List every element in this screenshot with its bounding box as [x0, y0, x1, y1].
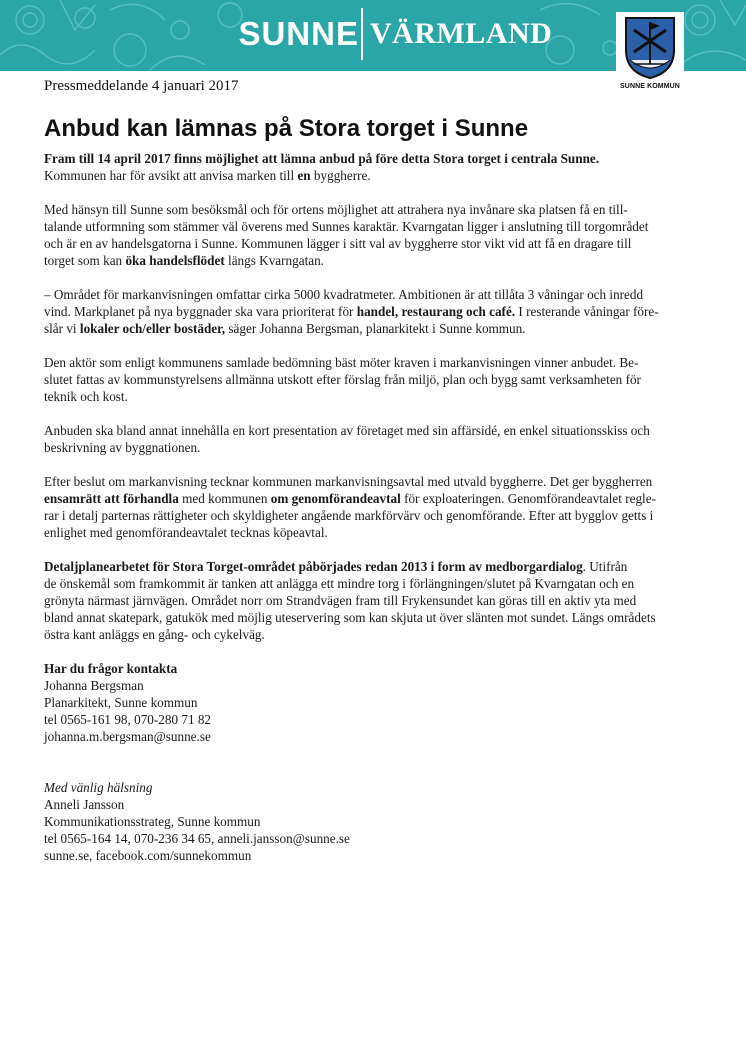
press-release-date: Pressmeddelande 4 januari 2017 [44, 78, 239, 94]
text-line: slutet fattas av kommunstyrelsens allmänna utskott efter förslag från miljö, plan och bygg samt verksamheten för [44, 372, 641, 387]
page-title: Anbud kan lämnas på Stora torget i Sunne [44, 115, 529, 142]
lead-line-1: Fram till 14 april 2017 finns möjlighet att lämna anbud på före detta Stora torget i centrala Sunne. [44, 151, 600, 166]
text-line: teknik och kost. [44, 389, 128, 404]
contact-phone: tel 0565-161 98, 070-280 71 82 [44, 712, 212, 727]
lead-text: byggherre. [310, 168, 371, 183]
text-line: bland annat skatepark, gatukök med möjlig uteservering som kan skjuta ut över slänten mot sundet. Längs områdets [44, 610, 656, 625]
text-line: längs Kvarngatan. [224, 253, 324, 268]
paragraph-6 [44, 558, 694, 643]
text-line: beskrivning av byggnationen. [44, 440, 201, 455]
bold-text: Detaljplanearbetet för Stora Torget-området påbörjades redan 2013 i form av medborgardialog [44, 559, 583, 574]
signoff-web[interactable]: sunne.se, facebook.com/sunnekommun [44, 848, 252, 863]
lead-text: Kommunen har för avsikt att anvisa marken till [44, 168, 298, 183]
signoff-role: Kommunikationsstrateg, Sunne kommun [44, 814, 261, 829]
text-line: talande utformning som stämmer väl överens med Sunnes karaktär. Kvarngatan ligger i anslutning till torgområdet [44, 219, 649, 234]
lead-paragraph [44, 150, 694, 184]
text-line: I resterande våningar före- [515, 304, 659, 319]
contact-heading: Har du frågor kontakta [44, 661, 178, 676]
paragraph-1 [44, 201, 694, 269]
bold-text: lokaler och/eller bostäder, [79, 321, 226, 336]
text-line: vind. Markplanet på nya byggnader ska vara prioriterat för [44, 304, 357, 319]
paragraph-3 [44, 354, 694, 405]
text-line: torget som kan [44, 253, 126, 268]
contact-block [44, 660, 694, 745]
contact-email[interactable]: johanna.m.bergsman@sunne.se [44, 729, 211, 744]
contact-role: Planarkitekt, Sunne kommun [44, 695, 198, 710]
text-line: säger Johanna Bergsman, planarkitekt i Sunne kommun. [225, 321, 526, 336]
text-line: de önskemål som framkommit är tanken att anlägga ett mindre torg i förlängningen/slutet på Kvarngatan och en [44, 576, 635, 591]
crest-shield-icon [624, 16, 676, 80]
text-line: och är en av handelsgatorna i Sunne. Kommunen lägger i sitt val av byggherre stor vikt vid att få en dragare till [44, 236, 632, 251]
text-line: Den aktör som enligt kommunens samlade bedömning bäst möter kraven i markanvisningen vinner anbudet. Be- [44, 355, 639, 370]
brand-right: VÄRMLAND [370, 17, 553, 50]
text-line: Efter beslut om markanvisning tecknar kommunen markanvisningsavtal med utvald byggherre. Det ger byggherren [44, 474, 653, 489]
text-line: enlighet med genomförandeavtalet tecknas köpeavtal. [44, 525, 328, 540]
text-line: för exploateringen. Genomförandeavtalet regle- [400, 491, 656, 506]
municipality-crest [616, 12, 684, 92]
signoff-block [44, 779, 694, 864]
signoff-greeting: Med vänlig hälsning [44, 780, 153, 795]
text-line: Anbuden ska bland annat innehålla en kort presentation av företaget med sin affärsidé, en enkel situationsskiss och [44, 423, 650, 438]
signoff-name: Anneli Jansson [44, 797, 125, 812]
text-line: östra kant anläggs en gång- och cykelväg. [44, 627, 265, 642]
text-line: slår vi [44, 321, 80, 336]
brand-divider [361, 8, 363, 60]
text-line: . Utifrån [582, 559, 628, 574]
signoff-phone: tel 0565-164 14, 070-236 34 65, anneli.jansson@sunne.se [44, 831, 350, 846]
lead-bold: en [297, 168, 311, 183]
paragraph-2 [44, 286, 694, 337]
bold-text: öka handelsflödet [125, 253, 225, 268]
text-line: – Området för markanvisningen omfattar cirka 5000 kvadratmeter. Ambitionen är att tillåta 3 våningar och inredd [44, 287, 644, 302]
brand-left: SUNNE [238, 15, 359, 52]
bold-text: ensamrätt att förhandla [44, 491, 179, 506]
text-line: Med hänsyn till Sunne som besöksmål och för ortens möjlighet att attrahera nya invånare ska platsen få en till- [44, 202, 628, 217]
text-line: med kommunen [178, 491, 271, 506]
paragraph-5 [44, 473, 694, 541]
text-line: grönyta närmast järnvägen. Området norr om Strandvägen fram till Frykensundet kan göras till en aktiv yta med [44, 593, 637, 608]
bold-text: handel, restaurang och café. [356, 304, 516, 319]
crest-label: SUNNE KOMMUN [620, 83, 680, 90]
contact-name: Johanna Bergsman [44, 678, 144, 693]
text-line: rar i detalj parternas rättigheter och skyldigheter angående markförvärv och genomförande. Efter att bygglov getts i [44, 508, 654, 523]
paragraph-4 [44, 422, 694, 456]
article-body [44, 150, 694, 864]
bold-text: om genomförandeavtal [270, 491, 401, 506]
